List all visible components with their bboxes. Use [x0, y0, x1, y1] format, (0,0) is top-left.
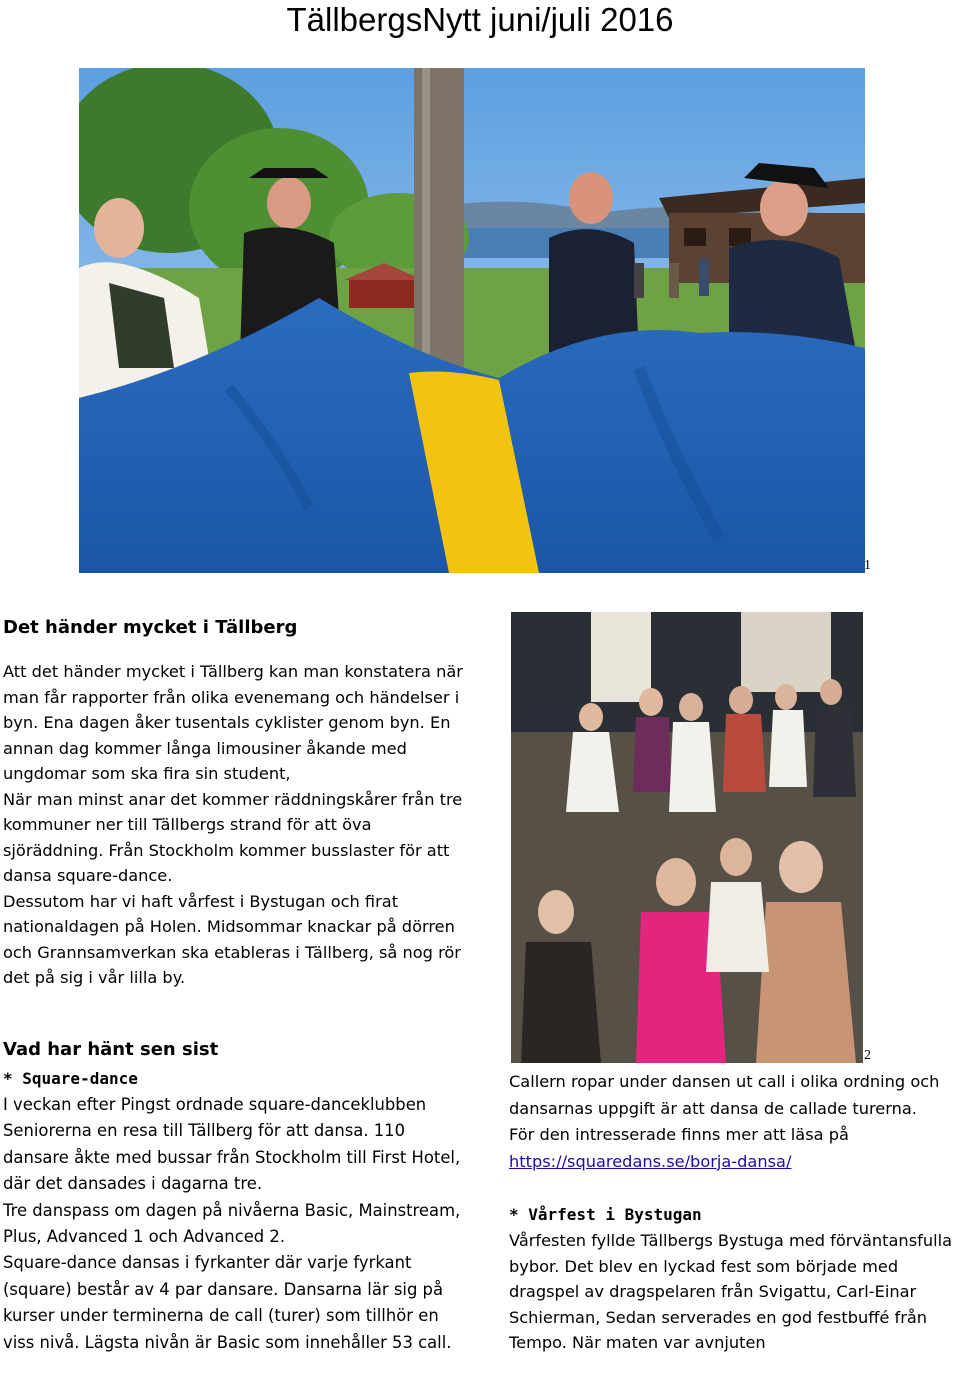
figure-1-number: 1 — [864, 558, 871, 573]
square-dance-body — [3, 1092, 473, 1356]
article-1-paragraph: Dessutom har vi haft vårfest i Bystugan och firat nationaldagen på Holen. Midsommar knackar på dörren och Grannsamverkan ska etableras i Tällberg, så nog rör det på sig i vår lilla by. — [3, 891, 461, 987]
figure-2-number: 2 — [864, 1048, 871, 1063]
varfest-heading: * Vårfest i Bystugan — [509, 1205, 702, 1224]
square-dance-paragraph: Callern ropar under dansen ut call i olika ordning och dansarnas uppgift är att dansa de callade turerna. — [509, 1072, 940, 1118]
varfest-body — [509, 1228, 959, 1356]
page-title: TällbergsNytt juni/juli 2016 — [286, 1, 674, 38]
varfest-paragraph: Vårfesten fyllde Tällbergs Bystuga med förväntansfulla bybor. Det blev en lyckad fest som började med dragspel av dragspelaren från Svigattu, Carl-Einar Schierman, Sedan serverades en god festbuffé från Tempo. När maten var avnjuten — [509, 1231, 952, 1352]
article-1-heading: Det händer mycket i Tällberg — [3, 617, 298, 638]
article-1-body — [3, 659, 473, 991]
squaredans-link[interactable]: https://squaredans.se/borja-dansa/ — [509, 1151, 792, 1171]
article-1-paragraph: När man minst anar det kommer räddningskårer från tre kommuner ner till Tällbergs strand för att öva sjöräddning. Från Stockholm kommer busslaster för att dansa square-dance. — [3, 789, 463, 885]
square-dance-paragraph: Tre danspass om dagen på nivåerna Basic, Mainstream, Plus, Advanced 1 och Advanced 2. — [3, 1200, 461, 1247]
square-dance-paragraph: Square-dance dansas i fyrkanter där varje fyrkant (square) består av 4 par dansare. Dansarna lär sig på kurser under terminerna de call (turer) som tillhör en viss nivå. Lägsta nivån är Basic som innehåller 53 call. — [3, 1253, 452, 1352]
square-dance-right-body — [509, 1069, 959, 1175]
article-2-heading: Vad har hänt sen sist — [3, 1039, 219, 1060]
square-dance-heading: * Square-dance — [3, 1069, 138, 1088]
article-1-paragraph: Att det händer mycket i Tällberg kan man konstatera när man får rapporter från olika evenemang och händelser i byn. Ena dagen åker tusentals cyklister genom byn. En annan dag kommer långa limousiner åkande med ungdomar som ska fira sin student, — [3, 662, 463, 783]
square-dance-photo — [511, 612, 863, 1063]
square-dance-paragraph: I veckan efter Pingst ordnade square-danceklubben Seniorerna en resa till Tällberg för att dansa. 110 dansare åkte med bussar från Stockholm till First Hotel, där det dansades i dagarna tre. — [3, 1095, 461, 1194]
square-dance-paragraph: För den intresserade finns mer att läsa på — [509, 1125, 849, 1144]
flag-raising-photo — [79, 68, 865, 573]
